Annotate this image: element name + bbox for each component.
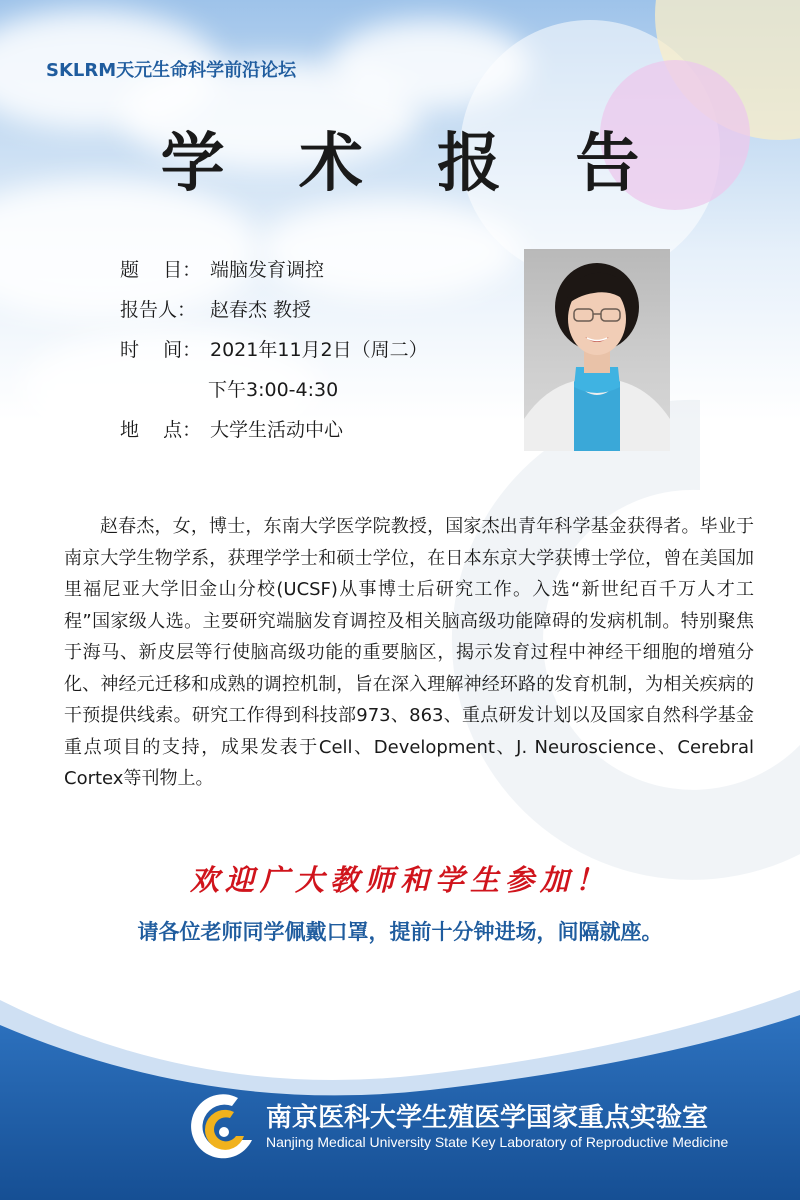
speaker-row xyxy=(120,290,428,330)
speaker-label: 报告人： xyxy=(120,299,197,321)
bio-paragraph: 赵春杰，女，博士，东南大学医学院教授，国家杰出青年科学基金获得者。毕业于南京大学生物学系，获理学学士和硕士学位，在日本东京大学获博士学位，曾在美国加里福尼亚大学旧金山分校(UCSF)从事博士后研究工作。入选“新世纪百千万人才工程”国家级人选。主要研究端脑发育调控及相关脑高级功能障碍的发病机制。特别聚焦于海马、新皮层等行使脑高级功能的重要脑区，揭示发育过程中神经干细胞的增殖分化、神经元迁移和成熟的调控机制，旨在深入理解神经环路的发育机制，为相关疾病的干预提供线索。研究工作得到科技部973、863、重点研发计划以及国家自然科学基金重点项目的支持，成果发表于Cell、Development、J. Neuroscience、Cerebral Cortex等刊物上。 xyxy=(64,516,754,789)
footer-wave xyxy=(0,990,800,1200)
place-value: 大学生活动中心 xyxy=(210,419,344,441)
speaker-photo xyxy=(524,249,670,451)
time-value: 下午3:00-4:30 xyxy=(208,379,339,401)
date-value: 2021年11月2日（周二） xyxy=(210,339,428,361)
talk-info xyxy=(120,250,428,450)
speaker-bio xyxy=(64,511,754,795)
lab-name-en: Nanjing Medical University State Key Laboratory of Reproductive Medicine xyxy=(266,1134,729,1150)
lab-logo-icon xyxy=(186,1088,260,1166)
place-row xyxy=(120,410,428,450)
time-row xyxy=(120,330,428,370)
notice-text: 请各位老师同学佩戴口罩，提前十分钟进场，间隔就座。 xyxy=(137,920,663,944)
lab-name-cn: 南京医科大学生殖医学国家重点实验室 xyxy=(266,1103,709,1133)
welcome-banner: 欢迎广大教师和学生参加！ xyxy=(189,863,610,897)
topic-row xyxy=(120,250,428,290)
time-label: 时 间： xyxy=(120,339,202,361)
page-title: 学 术 报 告 xyxy=(160,126,666,201)
forum-name: SKLRM天元生命科学前沿论坛 xyxy=(46,60,297,81)
place-label: 地 点： xyxy=(120,419,202,441)
topic-value: 端脑发育调控 xyxy=(210,259,325,281)
topic-label: 题 目： xyxy=(120,259,202,281)
time-range-row xyxy=(120,370,428,410)
speaker-value: 赵春杰 教授 xyxy=(210,299,312,321)
speaker-portrait-icon xyxy=(524,249,670,451)
